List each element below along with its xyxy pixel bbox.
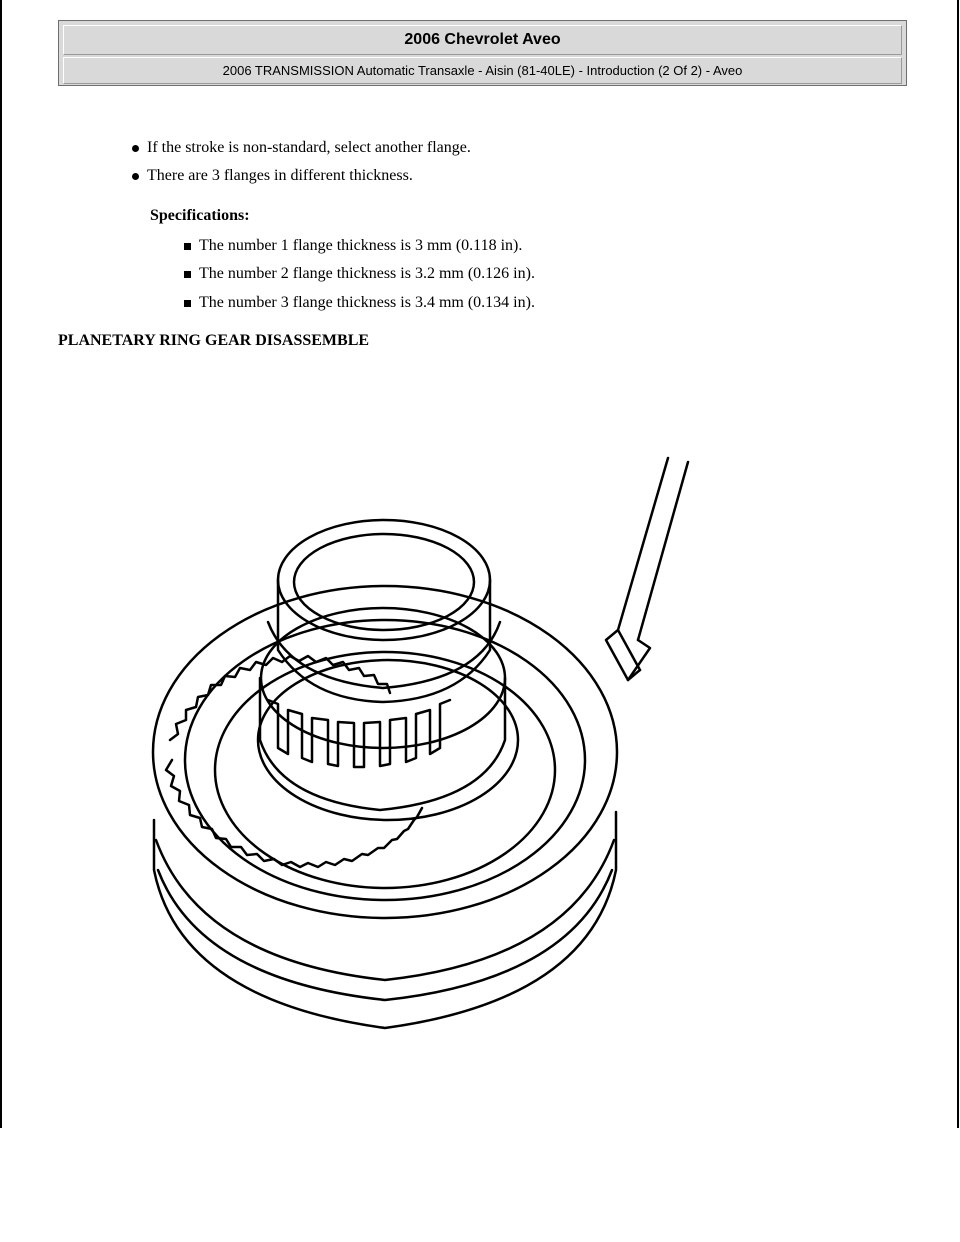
section-heading: PLANETARY RING GEAR DISASSEMBLE <box>58 332 370 349</box>
document-header <box>58 20 907 86</box>
spec-text: The number 3 flange thickness is 3.4 mm (0.134 in). <box>199 294 535 311</box>
spec-text: The number 1 flange thickness is 3 mm (0.118 in). <box>199 237 523 254</box>
spec-text: The number 2 flange thickness is 3.2 mm (0.126 in). <box>199 265 535 282</box>
gear-teeth-top <box>170 656 390 740</box>
hub-cap-top-outer <box>278 520 490 640</box>
bullet-square-icon <box>184 243 191 250</box>
hub-body <box>260 678 505 810</box>
spec-item <box>184 236 522 256</box>
bullet-item <box>132 138 471 158</box>
bullet-text: There are 3 flanges in different thickness. <box>147 167 413 184</box>
bullet-item <box>132 166 413 186</box>
header-title: 2006 Chevrolet Aveo <box>63 25 902 55</box>
ring-gear-side <box>154 812 616 1028</box>
bullet-dot-icon <box>132 173 139 180</box>
planetary-ring-gear-illustration <box>140 440 700 1040</box>
right-page-border <box>957 0 959 1128</box>
bullet-square-icon <box>184 271 191 278</box>
bullet-dot-icon <box>132 145 139 152</box>
specifications-label: Specifications: <box>150 207 250 224</box>
hub-cap-top-inner <box>294 534 474 630</box>
spec-item <box>184 264 535 284</box>
hub-splines <box>268 700 450 767</box>
bullet-text: If the stroke is non-standard, select another flange. <box>147 139 471 156</box>
inner-ring-1 <box>185 620 585 900</box>
spec-item <box>184 293 535 313</box>
screwdriver-right-edge <box>638 462 688 640</box>
gear-teeth-bottom <box>166 760 422 867</box>
ring-gear-outer-rim <box>153 586 617 918</box>
bullet-square-icon <box>184 300 191 307</box>
header-subtitle: 2006 TRANSMISSION Automatic Transaxle - Aisin (81-40LE) - Introduction (2 Of 2) - Aveo <box>63 57 902 84</box>
left-page-border <box>0 0 2 1128</box>
